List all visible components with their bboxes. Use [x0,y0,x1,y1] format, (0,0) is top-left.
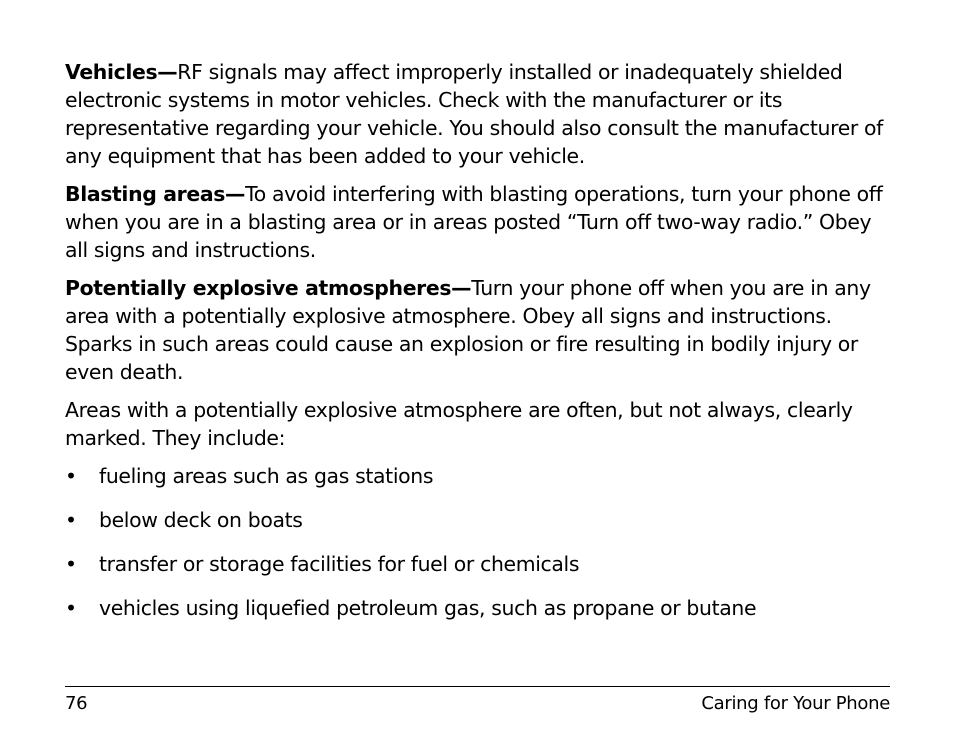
paragraph-vehicles [65,58,890,170]
page-footer [65,692,890,716]
paragraph-explosive-atmospheres [65,274,890,386]
text-explosive-atmospheres: Turn your phone off when you are in any area with a potentially explosive atmosphere. Obey all signs and instructions. Sparks in such areas could cause an explosion or fire resulting in bodily injury or even death. [65,276,871,384]
heading-vehicles: Vehicles— [65,60,178,84]
list-item-text: fueling areas such as gas stations [99,464,434,488]
bullet-icon: • [65,508,77,532]
paragraph-intro: Areas with a potentially explosive atmosphere are often, but not always, clearly marked. They include: [65,398,853,450]
bullet-icon: • [65,552,77,576]
list-item [65,462,890,490]
page-body [65,58,890,638]
bullet-list [65,462,890,622]
list-item [65,506,890,534]
paragraph-blasting-areas [65,180,890,264]
list-item-text: below deck on boats [99,508,303,532]
list-item-text: vehicles using liquefied petroleum gas, such as propane or butane [99,596,757,620]
list-item-text: transfer or storage facilities for fuel or chemicals [99,552,580,576]
text-vehicles: RF signals may affect improperly installed or inadequately shielded electronic systems in motor vehicles. Check with the manufacturer or its representative regarding your vehicle. You should also consult the manufacturer of any equipment that has been added to your vehicle. [65,60,884,168]
page-number: 76 [65,693,88,714]
list-item [65,594,890,622]
heading-blasting-areas: Blasting areas— [65,182,246,206]
bullet-icon: • [65,596,77,620]
chapter-title: Caring for Your Phone [701,693,890,714]
footer-divider [65,686,890,687]
list-item [65,550,890,578]
heading-explosive-atmospheres: Potentially explosive atmospheres— [65,276,472,300]
text-blasting-areas: To avoid interfering with blasting operations, turn your phone off when you are in a blasting area or in areas posted “Turn off two-way radio.” Obey all signs and instructions. [65,182,883,262]
bullet-icon: • [65,464,77,488]
